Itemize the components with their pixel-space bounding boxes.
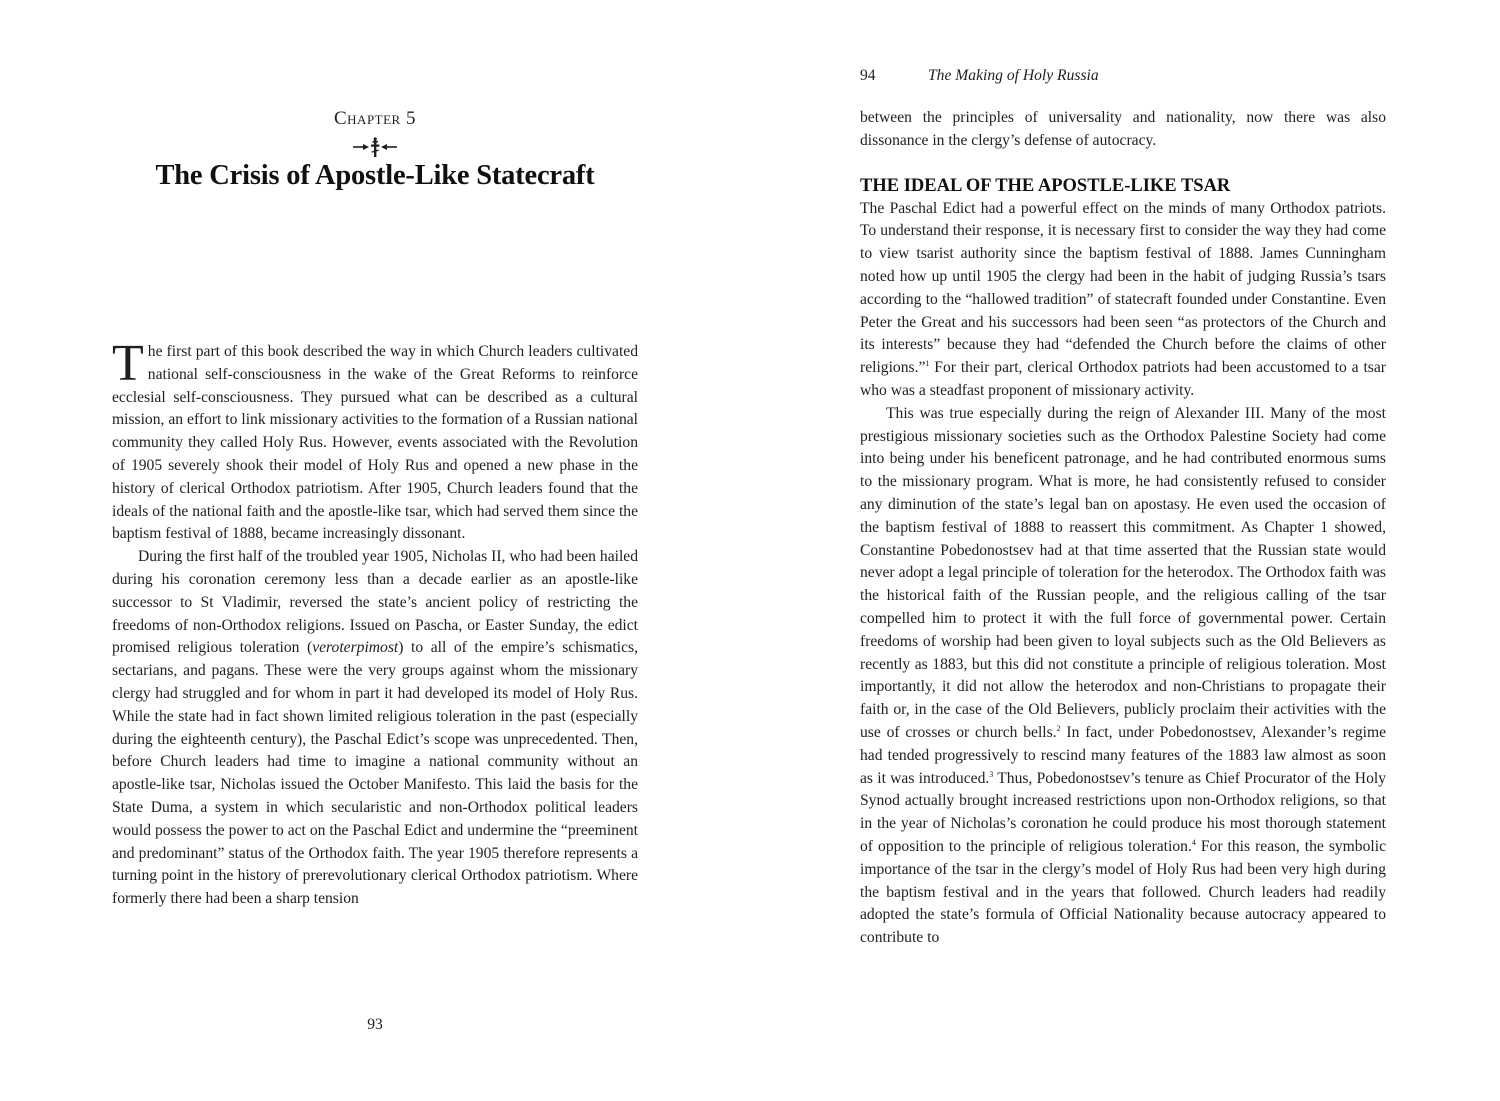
russian-term: veroterpimost [312,639,399,657]
section-heading: THE IDEAL OF THE APOSTLE-LIKE TSAR [860,175,1231,196]
body-paragraph [860,403,1386,950]
footnote-ref[interactable]: 3 [989,769,994,779]
book-title: The Making of Holy Russia [928,67,1099,84]
chapter-label: Chapter 5 [334,108,416,129]
footnote-ref[interactable]: 1 [925,359,930,369]
paragraph-text: Thus, Pobedonostsev’s tenure as Chief Procurator of the Holy Synod actually brought increased restrictions upon non-Orthodox religions, so that in the year of Nicholas’s coronation he could produce his most thorough statement of opposition to the principle of religious toleration. [860,769,1386,855]
body-paragraph [860,198,1386,403]
paragraph-text: This was true especially during the reign of Alexander III. Many of the most prestigious missionary societies such as the Orthodox Palestine Society had come into being under his beneficent patronage, and he had contributed enormous sums to the missionary program. What is more, he had consistently refused to consider any diminution of the state’s legal ban on apostasy. He even used the occasion of the baptism festival of 1888 to reassert this commitment. As Chapter 1 showed, Constantine Pobedonostsev had at that time asserted that the Russian state would never adopt a legal principle of toleration for the heterodox. The Orthodox faith was the historical faith of the Russian people, and the religious calling of the tsar compelled him to protect it with the full force of governmental power. Certain freedoms of worship had been given to loyal subjects such as the Old Believers as recently as 1883, but this did not constitute a principle of religious toleration. Most importantly, it did not allow the heterodox and non-Christians to propagate their faith or, in the case of the Old Believers, publicly proclaim their activities with the use of crosses or church bells. [860,404,1386,741]
paragraph-text: In fact, under Pobedonostsev, Alexander’s regime had tended progressively to rescind many features of the 1883 law almost as soon as it was introduced. [860,723,1386,787]
page-body [860,107,1386,950]
paragraph-text: For this reason, the symbolic importance of the tsar in the clergy’s model of Holy Rus had been very high during the baptism festival and in the years that followed. Church leaders had readily adopted the state’s formula of Official Nationality because autocracy appeared to contribute to [860,837,1386,947]
drop-cap: T [112,335,144,392]
opening-paragraph-text: he first part of this book described the way in which Church leaders cultivated national self-consciousness in the wake of the Great Reforms to reinforce ecclesial self-consciousness. They pursued what can be described as a cultural mission, an effort to link missionary activities to the formation of a Russian national community they called Holy Rus. However, events associated with the Revolution of 1905 severely shook their model of Holy Rus and opened a new phase in the history of clerical Orthodox patriotism. After 1905, Church leaders found that the ideals of the national faith and the apostle-like tsar, which had served them since the baptism festival of 1888, became increasingly dissonant. [112,343,638,543]
continuation-paragraph: between the principles of universality and nationality, now there was also dissonance in the clergy’s defense of autocracy. [860,109,1386,149]
orthodox-cross-ornament-icon [112,136,638,158]
footnote-ref[interactable]: 4 [1191,837,1196,847]
cross-ornament-icon [350,136,400,158]
page-number: 94 [860,67,876,84]
paragraph-text: The Paschal Edict had a powerful effect on the minds of many Orthodox patriots. To understand their response, it is necessary first to consider the way they had come to view tsarist authority since the baptism festival of 1888. James Cunningham noted how up until 1905 the clergy had been in the habit of judging Russia’s tsars according to the “hallowed tradition” of statecraft founded under Constantine. Even Peter the Great and his successors had been seen “as protectors of the Church and its interests” because they had “defended the Church before the claims of other religions.” [860,199,1386,377]
page-number: 93 [367,1016,383,1033]
body-paragraph [112,546,638,911]
paragraph-text: ) to all of the empire’s schismatics, sectarians, and pagans. These were the very groups against whom the missionary clergy had struggled and for whom in part it had developed its model of Holy Rus. While the state had in fact shown limited religious toleration in the past (especially during the eighteenth century), the Paschal Edict’s scope was unprecedented. Then, before Church leaders had time to imagine a national community without an apostle-like tsar, Nicholas issued the October Manifesto. This laid the basis for the State Duma, a system in which secularistic and non-Orthodox political leaders would possess the power to act on the Paschal Edict and undermine the “preeminent and predominant” status of the Orthodox faith. The year 1905 therefore represents a turning point in the history of prerevolutionary clerical Orthodox patriotism. Where formerly there had been a sharp tension [112,639,639,908]
chapter-body [112,335,639,911]
paragraph-text: For their part, clerical Orthodox patriots had been accustomed to a tsar who was a steadfast proponent of missionary activity. [860,359,1386,399]
paragraph-text: During the first half of the troubled year 1905, Nicholas II, who had been hailed during his coronation ceremony less than a decade earlier as an apostle-like successor to St Vladimir, reversed the state’s ancient policy of restricting the freedoms of non-Orthodox religions. Issued on Pascha, or Easter Sunday, the edict promised religious toleration ( [112,548,638,657]
running-head [860,67,1099,85]
footnote-ref[interactable]: 2 [1056,723,1061,733]
chapter-title: The Crisis of Apostle-Like Statecraft [155,160,595,191]
opening-paragraph [112,335,638,546]
